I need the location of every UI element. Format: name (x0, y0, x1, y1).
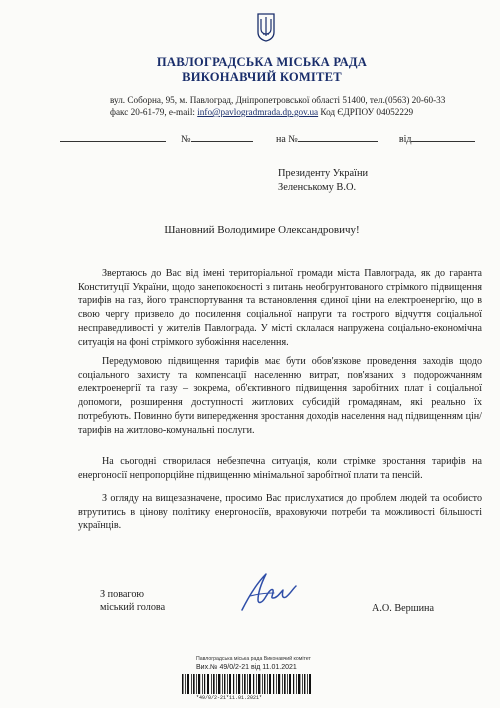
reference-number-label: на № (276, 134, 298, 145)
addressee-line-1: Президенту України (278, 168, 369, 179)
paragraph-1: Звертаюсь до Вас від імені територіальної громади міста Павлограда, як до гаранта Конституції України, щодо занепокоєності з питань необгрунтованого стрімкого підвищення тарифів на газ, його транспортування та встановлення єдиної ціни на електроенергію, що в свою чергу призвело до посилення соціальної напруги та гострого відчуття соціальної несправедливості у жителів Павлограда. У місті склалася напружена соціально-економічна ситуація на фоні стрімкого зубожіння населення. (78, 268, 482, 348)
salutation: Шановний Володимире Олександровичу! (164, 224, 360, 236)
closing-line-2: міський голова (100, 602, 166, 613)
reference-number-blank (298, 131, 378, 142)
email-link[interactable]: info@pavlogradmrada.dp.gov.ua (197, 107, 319, 117)
reference-line (276, 131, 475, 145)
barcode (182, 674, 312, 694)
reference-date-label: від (398, 134, 412, 145)
addressee-line-2: Зеленському В.О. (278, 182, 357, 193)
handwritten-signature (236, 566, 298, 614)
org-name-line-2: ВИКОНАВЧИЙ КОМІТЕТ (182, 70, 342, 84)
paragraph-4: З огляду на вищезазначене, просимо Вас прислухатися до проблем людей та особисто втрутитись в цінову політику енергоносіїв, враховуючи потреби та можливості більшості українців. (78, 493, 482, 532)
closing-line-1: З повагою (100, 589, 145, 600)
stamp-registration-number: Вих.№ 49/0/2-21 від 11.01.2021 (196, 664, 297, 671)
outgoing-number-label: № (181, 134, 191, 145)
signer-name: А.О. Вершина (372, 603, 435, 614)
outgoing-number-blank (191, 131, 253, 142)
contacts-suffix: Код ЄДРПОУ 04052229 (318, 107, 414, 117)
contacts-prefix: факс 20-61-79, e-mail: (110, 107, 198, 117)
org-name-line-1: ПАВЛОГРАДСЬКА МІСЬКА РАДА (156, 55, 368, 69)
stamp-title: Павлоградська міська рада Виконавчий комітет (196, 656, 311, 662)
contacts-line-2 (110, 107, 413, 117)
trident-emblem-icon (256, 12, 276, 42)
paragraph-2: Передумовою підвищення тарифів має бути обов'язкове проведення заходів щодо соціального захисту та компенсації населенню витрат, пов'язаних з подорожчанням електроенергії та газу – зокрема, об'єктивного підвищення заробітних плат і соціальної допомоги, розширення доступності житлових субсидій громадянам, які реально їх потребують. Повинно бути випередження зростання доходів населення над підвищенням цін/тарифів на житлово-комунальні послуги. (78, 356, 482, 436)
paragraph-3: На сьогодні створилася небезпечна ситуація, коли стрімке зростання тарифів на енергоносії непропорційне підвищенню мінімальної заробітної плати та пенсій. (78, 456, 482, 481)
registration-line (60, 131, 253, 145)
contacts-line-1: вул. Соборна, 95, м. Павлоград, Дніпропетровської області 51400, тел.(0563) 20-60-33 (110, 95, 446, 105)
barcode-number: *49/0/2-21*11.01.2021* (196, 695, 263, 701)
date-blank (60, 131, 166, 142)
reference-date-blank (411, 131, 475, 142)
